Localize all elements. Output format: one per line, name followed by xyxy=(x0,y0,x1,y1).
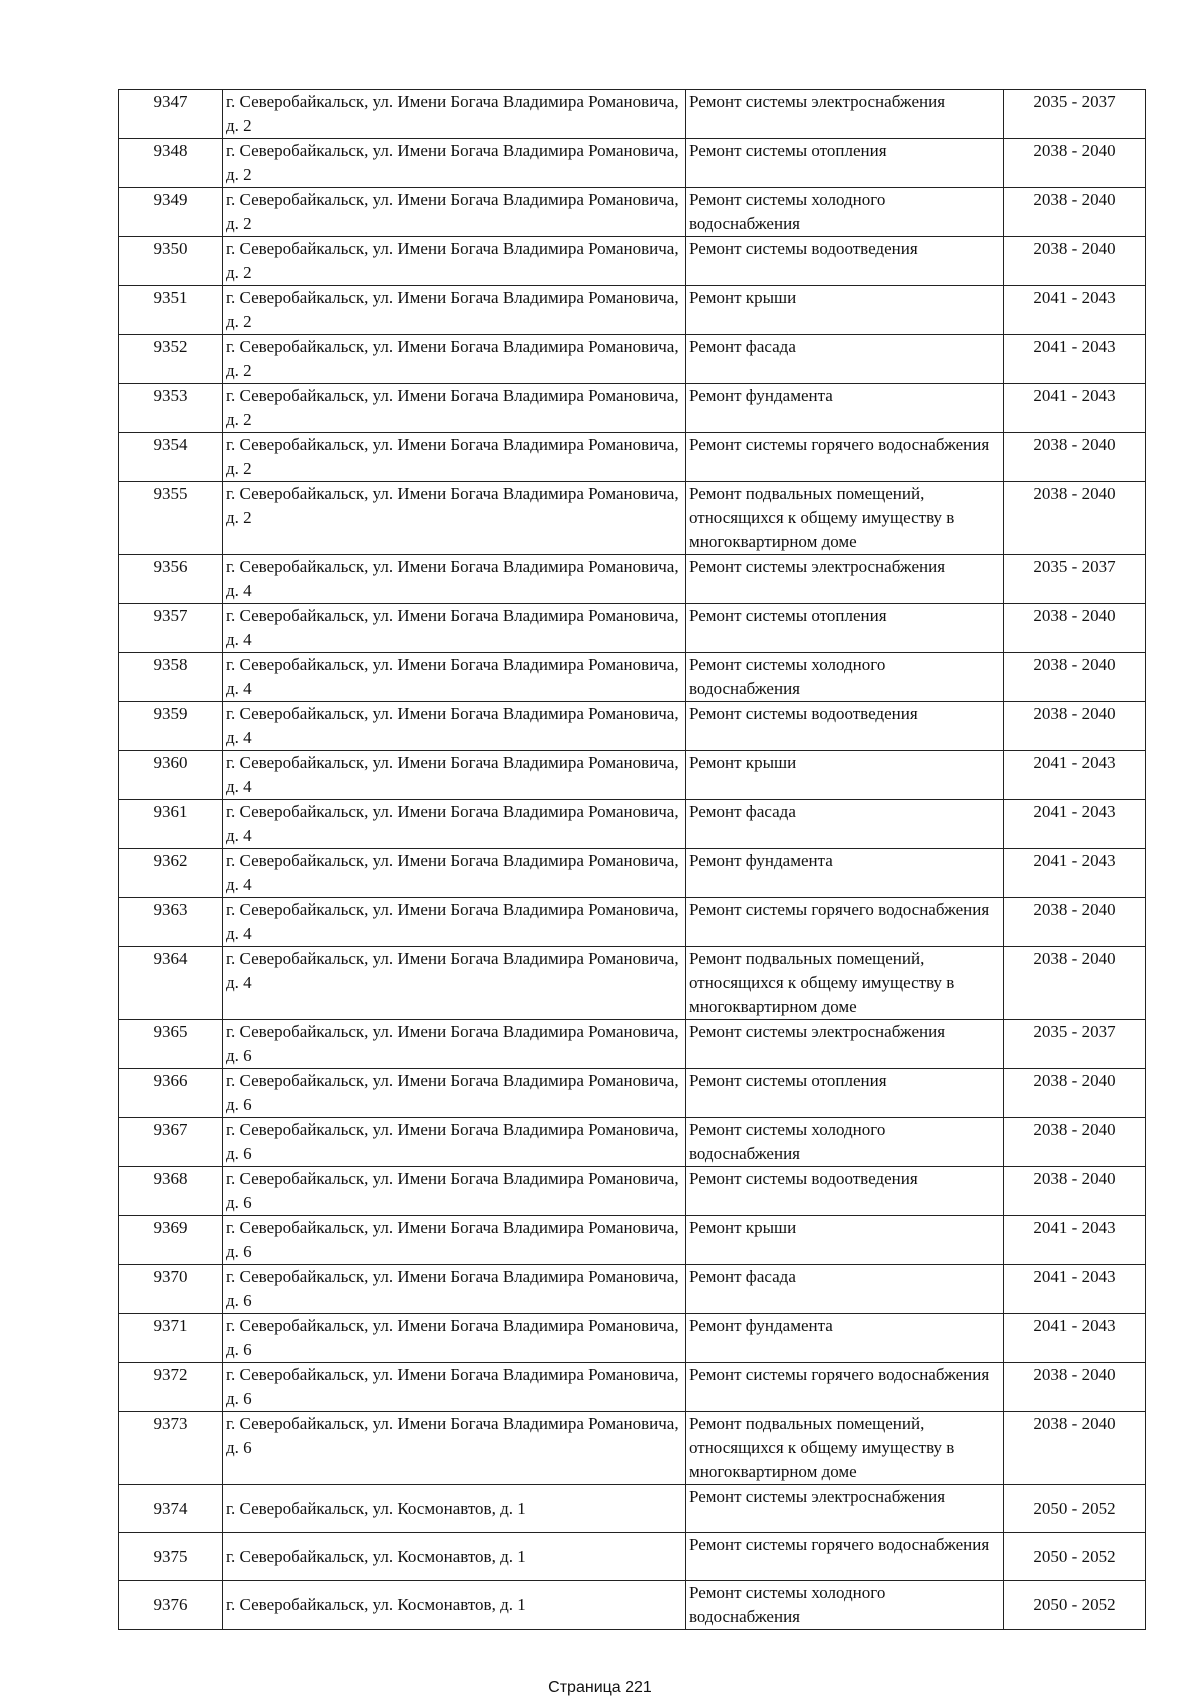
table-row xyxy=(119,604,1146,653)
table-row xyxy=(119,800,1146,849)
row-period: 2038 - 2040 xyxy=(1004,1412,1146,1485)
row-address: г. Северобайкальск, ул. Имени Богача Владимира Романовича, д. 2 xyxy=(223,335,686,384)
table-row xyxy=(119,237,1146,286)
row-period: 2035 - 2037 xyxy=(1004,90,1146,139)
row-address: г. Северобайкальск, ул. Имени Богача Владимира Романовича, д. 4 xyxy=(223,947,686,1020)
row-work-type: Ремонт системы холодного водоснабжения xyxy=(686,1118,1004,1167)
table-row xyxy=(119,898,1146,947)
row-number: 9367 xyxy=(119,1118,223,1167)
table-row xyxy=(119,555,1146,604)
row-address: г. Северобайкальск, ул. Имени Богача Владимира Романовича, д. 4 xyxy=(223,702,686,751)
table-row xyxy=(119,751,1146,800)
row-address: г. Северобайкальск, ул. Космонавтов, д. 1 xyxy=(223,1485,686,1533)
row-number: 9368 xyxy=(119,1167,223,1216)
row-number: 9376 xyxy=(119,1581,223,1630)
row-address: г. Северобайкальск, ул. Имени Богача Владимира Романовича, д. 6 xyxy=(223,1216,686,1265)
row-address: г. Северобайкальск, ул. Имени Богача Владимира Романовича, д. 6 xyxy=(223,1069,686,1118)
row-address: г. Северобайкальск, ул. Имени Богача Владимира Романовича, д. 6 xyxy=(223,1314,686,1363)
row-address: г. Северобайкальск, ул. Космонавтов, д. 1 xyxy=(223,1581,686,1630)
row-period: 2050 - 2052 xyxy=(1004,1533,1146,1581)
row-work-type: Ремонт системы электроснабжения xyxy=(686,1485,1004,1533)
row-period: 2035 - 2037 xyxy=(1004,1020,1146,1069)
table-row xyxy=(119,1167,1146,1216)
table-row xyxy=(119,384,1146,433)
row-work-type: Ремонт системы горячего водоснабжения xyxy=(686,433,1004,482)
row-address: г. Северобайкальск, ул. Имени Богача Владимира Романовича, д. 2 xyxy=(223,433,686,482)
table-row xyxy=(119,482,1146,555)
row-address: г. Северобайкальск, ул. Имени Богача Владимира Романовича, д. 2 xyxy=(223,286,686,335)
row-address: г. Северобайкальск, ул. Имени Богача Владимира Романовича, д. 6 xyxy=(223,1020,686,1069)
row-number: 9370 xyxy=(119,1265,223,1314)
row-number: 9364 xyxy=(119,947,223,1020)
row-work-type: Ремонт системы отопления xyxy=(686,139,1004,188)
row-number: 9355 xyxy=(119,482,223,555)
row-number: 9359 xyxy=(119,702,223,751)
row-number: 9351 xyxy=(119,286,223,335)
row-address: г. Северобайкальск, ул. Имени Богача Владимира Романовича, д. 2 xyxy=(223,139,686,188)
row-period: 2038 - 2040 xyxy=(1004,898,1146,947)
row-period: 2038 - 2040 xyxy=(1004,604,1146,653)
row-number: 9371 xyxy=(119,1314,223,1363)
row-work-type: Ремонт системы отопления xyxy=(686,1069,1004,1118)
table-row xyxy=(119,188,1146,237)
row-period: 2038 - 2040 xyxy=(1004,702,1146,751)
row-address: г. Северобайкальск, ул. Имени Богача Владимира Романовича, д. 6 xyxy=(223,1412,686,1485)
table-row xyxy=(119,702,1146,751)
row-period: 2041 - 2043 xyxy=(1004,1216,1146,1265)
row-number: 9363 xyxy=(119,898,223,947)
table-row xyxy=(119,1314,1146,1363)
row-work-type: Ремонт фасада xyxy=(686,800,1004,849)
row-work-type: Ремонт системы холодного водоснабжения xyxy=(686,653,1004,702)
row-period: 2041 - 2043 xyxy=(1004,849,1146,898)
row-period: 2038 - 2040 xyxy=(1004,653,1146,702)
row-period: 2041 - 2043 xyxy=(1004,1314,1146,1363)
row-period: 2038 - 2040 xyxy=(1004,237,1146,286)
works-table-body xyxy=(119,90,1146,1630)
table-row xyxy=(119,1069,1146,1118)
row-period: 2038 - 2040 xyxy=(1004,482,1146,555)
table-row xyxy=(119,1265,1146,1314)
row-work-type: Ремонт системы водоотведения xyxy=(686,702,1004,751)
row-work-type: Ремонт системы отопления xyxy=(686,604,1004,653)
table-row xyxy=(119,1020,1146,1069)
table-row xyxy=(119,433,1146,482)
row-number: 9360 xyxy=(119,751,223,800)
table-row xyxy=(119,335,1146,384)
row-work-type: Ремонт подвальных помещений, относящихся к общему имуществу в многоквартирном доме xyxy=(686,482,1004,555)
table-row xyxy=(119,1412,1146,1485)
row-period: 2041 - 2043 xyxy=(1004,800,1146,849)
page-number: Страница 221 xyxy=(548,1679,652,1696)
table-row xyxy=(119,1363,1146,1412)
row-number: 9357 xyxy=(119,604,223,653)
row-number: 9350 xyxy=(119,237,223,286)
row-period: 2038 - 2040 xyxy=(1004,1118,1146,1167)
row-address: г. Северобайкальск, ул. Имени Богача Владимира Романовича, д. 6 xyxy=(223,1167,686,1216)
table-row xyxy=(119,653,1146,702)
row-address: г. Северобайкальск, ул. Космонавтов, д. 1 xyxy=(223,1533,686,1581)
row-number: 9358 xyxy=(119,653,223,702)
table-row xyxy=(119,286,1146,335)
row-address: г. Северобайкальск, ул. Имени Богача Владимира Романовича, д. 4 xyxy=(223,800,686,849)
table-row xyxy=(119,1533,1146,1581)
row-address: г. Северобайкальск, ул. Имени Богача Владимира Романовича, д. 2 xyxy=(223,482,686,555)
row-period: 2050 - 2052 xyxy=(1004,1581,1146,1630)
row-address: г. Северобайкальск, ул. Имени Богача Владимира Романовича, д. 4 xyxy=(223,555,686,604)
row-work-type: Ремонт подвальных помещений, относящихся к общему имуществу в многоквартирном доме xyxy=(686,947,1004,1020)
row-number: 9374 xyxy=(119,1485,223,1533)
row-number: 9352 xyxy=(119,335,223,384)
table-row xyxy=(119,1581,1146,1630)
row-address: г. Северобайкальск, ул. Имени Богача Владимира Романовича, д. 4 xyxy=(223,898,686,947)
row-work-type: Ремонт системы холодного водоснабжения xyxy=(686,1581,1004,1630)
row-address: г. Северобайкальск, ул. Имени Богача Владимира Романовича, д. 6 xyxy=(223,1118,686,1167)
row-period: 2041 - 2043 xyxy=(1004,286,1146,335)
row-period: 2038 - 2040 xyxy=(1004,1363,1146,1412)
table-row xyxy=(119,1118,1146,1167)
row-period: 2038 - 2040 xyxy=(1004,139,1146,188)
row-number: 9375 xyxy=(119,1533,223,1581)
row-work-type: Ремонт фундамента xyxy=(686,849,1004,898)
row-work-type: Ремонт фасада xyxy=(686,335,1004,384)
row-period: 2041 - 2043 xyxy=(1004,751,1146,800)
row-work-type: Ремонт фундамента xyxy=(686,1314,1004,1363)
table-row xyxy=(119,1485,1146,1533)
row-number: 9373 xyxy=(119,1412,223,1485)
row-period: 2038 - 2040 xyxy=(1004,188,1146,237)
row-address: г. Северобайкальск, ул. Имени Богача Владимира Романовича, д. 2 xyxy=(223,237,686,286)
row-address: г. Северобайкальск, ул. Имени Богача Владимира Романовича, д. 6 xyxy=(223,1265,686,1314)
row-work-type: Ремонт крыши xyxy=(686,751,1004,800)
table-row xyxy=(119,947,1146,1020)
row-address: г. Северобайкальск, ул. Имени Богача Владимира Романовича, д. 2 xyxy=(223,384,686,433)
row-address: г. Северобайкальск, ул. Имени Богача Владимира Романовича, д. 2 xyxy=(223,188,686,237)
row-number: 9353 xyxy=(119,384,223,433)
row-period: 2041 - 2043 xyxy=(1004,335,1146,384)
row-number: 9347 xyxy=(119,90,223,139)
row-number: 9354 xyxy=(119,433,223,482)
row-address: г. Северобайкальск, ул. Имени Богача Владимира Романовича, д. 4 xyxy=(223,653,686,702)
row-period: 2038 - 2040 xyxy=(1004,1167,1146,1216)
row-period: 2038 - 2040 xyxy=(1004,433,1146,482)
row-number: 9365 xyxy=(119,1020,223,1069)
row-work-type: Ремонт подвальных помещений, относящихся к общему имуществу в многоквартирном доме xyxy=(686,1412,1004,1485)
row-number: 9356 xyxy=(119,555,223,604)
row-work-type: Ремонт крыши xyxy=(686,286,1004,335)
row-period: 2041 - 2043 xyxy=(1004,1265,1146,1314)
row-address: г. Северобайкальск, ул. Имени Богача Владимира Романовича, д. 4 xyxy=(223,849,686,898)
row-number: 9362 xyxy=(119,849,223,898)
row-number: 9369 xyxy=(119,1216,223,1265)
row-period: 2038 - 2040 xyxy=(1004,947,1146,1020)
row-address: г. Северобайкальск, ул. Имени Богача Владимира Романовича, д. 2 xyxy=(223,90,686,139)
row-period: 2041 - 2043 xyxy=(1004,384,1146,433)
works-table xyxy=(118,89,1146,1630)
row-work-type: Ремонт фундамента xyxy=(686,384,1004,433)
table-row xyxy=(119,849,1146,898)
row-period: 2050 - 2052 xyxy=(1004,1485,1146,1533)
row-period: 2035 - 2037 xyxy=(1004,555,1146,604)
row-period: 2038 - 2040 xyxy=(1004,1069,1146,1118)
row-work-type: Ремонт системы электроснабжения xyxy=(686,1020,1004,1069)
row-work-type: Ремонт системы горячего водоснабжения xyxy=(686,1533,1004,1581)
table-row xyxy=(119,1216,1146,1265)
row-work-type: Ремонт системы горячего водоснабжения xyxy=(686,898,1004,947)
row-work-type: Ремонт системы водоотведения xyxy=(686,237,1004,286)
table-row xyxy=(119,90,1146,139)
row-work-type: Ремонт фасада xyxy=(686,1265,1004,1314)
row-number: 9348 xyxy=(119,139,223,188)
row-address: г. Северобайкальск, ул. Имени Богача Владимира Романовича, д. 6 xyxy=(223,1363,686,1412)
row-number: 9366 xyxy=(119,1069,223,1118)
row-work-type: Ремонт системы электроснабжения xyxy=(686,555,1004,604)
row-work-type: Ремонт крыши xyxy=(686,1216,1004,1265)
row-work-type: Ремонт системы горячего водоснабжения xyxy=(686,1363,1004,1412)
row-number: 9361 xyxy=(119,800,223,849)
row-address: г. Северобайкальск, ул. Имени Богача Владимира Романовича, д. 4 xyxy=(223,751,686,800)
row-work-type: Ремонт системы холодного водоснабжения xyxy=(686,188,1004,237)
row-number: 9349 xyxy=(119,188,223,237)
row-number: 9372 xyxy=(119,1363,223,1412)
row-work-type: Ремонт системы электроснабжения xyxy=(686,90,1004,139)
row-work-type: Ремонт системы водоотведения xyxy=(686,1167,1004,1216)
table-row xyxy=(119,139,1146,188)
row-address: г. Северобайкальск, ул. Имени Богача Владимира Романовича, д. 4 xyxy=(223,604,686,653)
